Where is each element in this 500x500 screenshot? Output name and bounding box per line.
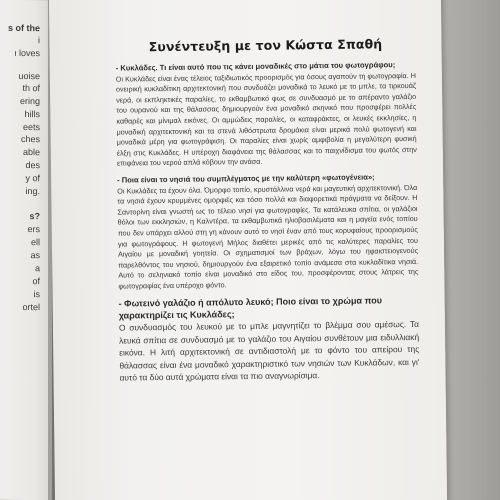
left-page-fragment: a — [34, 263, 40, 274]
left-page — [0, 0, 52, 500]
right-page — [49, 0, 447, 500]
background-table — [440, 0, 500, 500]
answer-1: Οι Κυκλάδες είναι ένας τέλειος ταξιδιωτικός προορισμός για όσους αγαπούν τη φωτογραφία. Η ονειρική κυκλαδίτικη αρχιτεκτονική που συνδυάζει μοναδικά το λευκό με το μπλε, τα τιρκουάζ νερά, οι εκπληκτικές παραλίες, το εκθαμβωτικό φως σε συνδυασμό με το απέραντο γαλάζιο του ουρανού και της θάλασσας δημιουργούν ένα μοναδικό σκηνικό που προσφέρει πολλές καθαρές και μίνιμαλ εικόνες. Οι αμμώδεις παραλίες, οι καταφράκτες, οι λευκές εκκλησίες, η μοναδική αρχιτεκτονική και τα στενά λιθόστρωτα δρομάκια είναι μερικά πολύ φωτογενή και μοναδικά μέρη για φωτογράφιση. Οι παραλίες είναι χωρίς αμφιβολία η μεγαλύτερη φυσική έλξη στις Κυκλάδες. Η υπέροχη διαφάνεια της θάλασσας και το παιχνίδισμα του φωτός στην επιφάνεια του νερού απλά κόβουν την ανάσα. — [115, 70, 417, 168]
question-2: - Ποια είναι το νησιά του συμπλέγματος με την καλύτερη «φωτογένεια»; — [117, 172, 375, 185]
left-page-fragment: ell — [30, 237, 40, 248]
article — [115, 36, 419, 390]
left-page-fragment: y of — [25, 173, 40, 184]
left-page-fragment: ering — [19, 95, 40, 107]
left-page-fragment: s of the — [7, 22, 40, 34]
left-page-fragment: able — [22, 146, 40, 158]
left-page-fragment: ι loves — [14, 47, 40, 59]
left-page-fragment: i — [38, 35, 40, 46]
answer-3: Ο συνδυασμός του λευκού με το μπλε μαγνητίζει το βλέμμα σου αμέσως. Τα λευκά σπίτια σε συνδυασμό με το γαλάζιο του Αιγαίου συνθέτουν μια ειδυλλιακή εικόνα. Η λιτή αρχιτεκτονική σε αντιδιαστολή με το φόντο του απείρου της θάλασσας είναι ένα μοναδικό χαρακτηριστικό των νησιών των Κυκλάδων, και γι' αυτό τα δύο αυτά χρώματα είναι τα πιο αναγνωρίσιμα. — [118, 319, 420, 383]
left-page-fragment: eets — [22, 121, 40, 133]
left-page-fragment: hills — [24, 109, 40, 120]
left-page-fragment: ing. — [25, 186, 40, 197]
question-3: - Φωτεινό γαλάζιο ή απόλυτο λευκό; Ποιο είναι το χρώμα που χαρακτηρίζει τις Κυκλάδες; — [118, 295, 382, 322]
left-page-fragment: des — [25, 160, 40, 171]
left-page-fragment: th of — [22, 82, 40, 94]
left-page-fragment: of — [32, 276, 40, 287]
left-page-fragment: ortel — [22, 301, 40, 313]
answer-2: Οι Κυκλάδες τα έχουν όλα. Όμορφο τοπίο, κρυστάλλινα νερά και μαγευτική αρχιτεκτονική. Όλα τα νησιά έχουν κρυμμένες ομορφιές και τόσο πολλά και διαφορετικά πράγματα να δείξουν. Η Σαντορίνη είναι γνωστή ως το τέλειο νησί για φωτογραφίες. Τα κατάλευκα σπίτια, οι γαλάζιοι θόλοι των εκκλησιών, η Καλντέρα, τα εκθαμβωτικά ηλιοβασιλέματα και η μαγεία ενός τοπίου που δεν υπάρχει αλλού στη γη κάνουν αυτό το νησί έναν από τους κορυφαίους προορισμούς για φωτογράφους. Η φωτογενή Μήλος διαθέτει μερικές από τις καλύτερες παραλίες του Αιγαίου με μοναδική γοητεία. Οι σχηματισμοί των βράχων, λόγω του ηφαιστειογενούς παρελθόντος του νησιού, δημιουργούν ένα εξαιρετικό τοπίο ανάμεσα στα κυκλαδίτικα νησιά. Αυτό το σεληνιακό τοπίο είναι μοναδικό στο είδος του, προσφέροντας στους λάτρεις της φωτογραφίας ένα υπέροχο φόντο. — [117, 182, 419, 291]
left-page-fragment: as — [30, 250, 40, 261]
left-page-fragment: uoise — [18, 70, 40, 82]
left-page-text — [0, 0, 40, 500]
question-1: - Κυκλάδες. Τι είναι αυτό που τις κάνει μοναδικές στο μάτια του φωτογράφου; — [115, 60, 396, 73]
left-page-fragment: is — [33, 289, 40, 300]
left-page-fragment: ches — [20, 133, 40, 145]
article-title: Συνέντευξη με τον Κώστα Σπαθή — [148, 36, 383, 55]
left-page-fragment: s? — [29, 211, 40, 222]
left-page-fragment: ers — [27, 224, 40, 235]
